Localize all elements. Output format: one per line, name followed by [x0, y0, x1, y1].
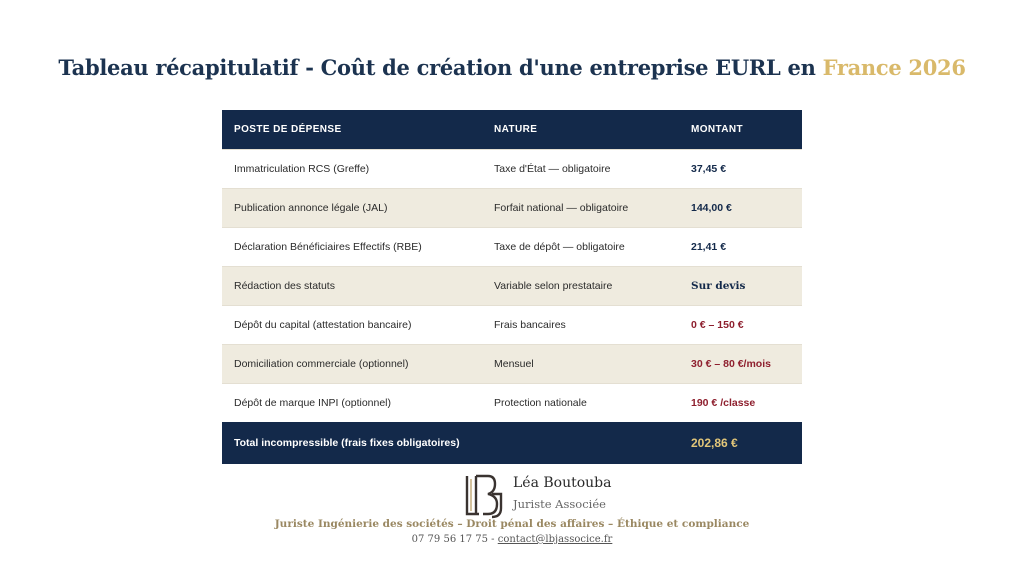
cell-poste: Immatriculation RCS (Greffe): [234, 162, 370, 175]
cell-montant: 37,45 €: [691, 162, 727, 175]
title-main: Tableau récapitulatif - Coût de création d'une entreprise EURL en: [58, 55, 823, 80]
cell-poste: Publication annonce légale (JAL): [234, 201, 388, 214]
cell-poste: Dépôt du capital (attestation bancaire): [234, 318, 412, 331]
cost-summary-table: [222, 110, 802, 464]
author-name: Léa Boutouba: [513, 475, 612, 491]
contact-email-link[interactable]: contact@lbjassocice.fr: [497, 534, 613, 545]
header-montant: MONTANT: [691, 123, 744, 135]
title-accent: France 2026: [822, 55, 966, 80]
contact-phone: 07 79 56 17 75 -: [411, 534, 498, 545]
total-label: Total incompressible (frais fixes obligatoires): [234, 437, 460, 449]
table-row: [222, 344, 802, 383]
cell-nature: Variable selon prestataire: [494, 279, 613, 292]
table-row: [222, 266, 802, 305]
contact-line: [0, 534, 1024, 545]
table-row: [222, 227, 802, 266]
cell-nature: Mensuel: [494, 357, 534, 370]
cell-poste: Domiciliation commerciale (optionnel): [234, 357, 409, 370]
cell-nature: Forfait national — obligatoire: [494, 201, 629, 214]
cell-montant: 0 € – 150 €: [691, 318, 744, 331]
cell-montant: Sur devis: [691, 279, 746, 292]
table-row: [222, 383, 802, 422]
lbj-logo: [461, 473, 507, 519]
cell-nature: Taxe d'État — obligatoire: [494, 162, 611, 175]
cell-poste: Déclaration Bénéficiaires Effectifs (RBE): [234, 240, 422, 253]
header-nature: NATURE: [494, 123, 538, 135]
author-tagline: Juriste Ingénierie des sociétés – Droit pénal des affaires – Éthique et compliance: [274, 518, 750, 530]
header-poste: POSTE DE DÉPENSE: [234, 123, 342, 135]
page-title: [0, 55, 1024, 80]
total-row: [222, 422, 802, 464]
table-row: [222, 305, 802, 344]
table-row: [222, 149, 802, 188]
cell-montant: 144,00 €: [691, 201, 732, 214]
author-role: Juriste Associée: [513, 497, 606, 511]
cell-nature: Frais bancaires: [494, 318, 566, 331]
cell-montant: 30 € – 80 €/mois: [691, 357, 771, 370]
total-amount: 202,86 €: [691, 436, 738, 450]
cell-poste: Rédaction des statuts: [234, 279, 335, 292]
cell-poste: Dépôt de marque INPI (optionnel): [234, 396, 392, 409]
table-header-row: [222, 110, 802, 149]
cell-montant: 190 € /classe: [691, 396, 756, 409]
cell-montant: 21,41 €: [691, 240, 727, 253]
table-row: [222, 188, 802, 227]
logo-mark-icon: [467, 476, 501, 517]
cell-nature: Taxe de dépôt — obligatoire: [494, 240, 625, 253]
cell-nature: Protection nationale: [494, 396, 587, 409]
